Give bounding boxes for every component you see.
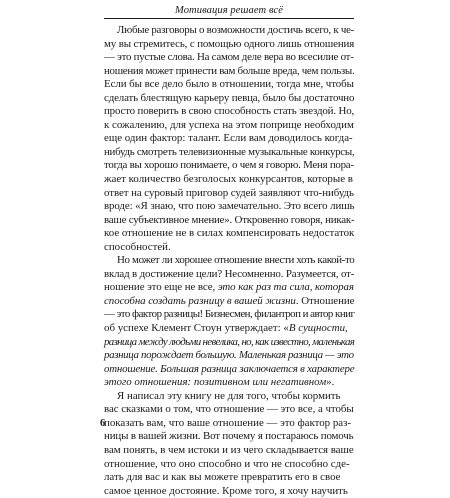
paragraph-1 bbox=[104, 24, 354, 254]
italic-text: разница порождает большую. Маленькая разница — это bbox=[104, 349, 354, 362]
running-title: Мотивация решает всё bbox=[175, 5, 283, 16]
text-line bbox=[104, 458, 354, 472]
text-run: Любые разговоры о возможности достичь всего, к че- bbox=[117, 24, 355, 36]
text-line bbox=[104, 65, 354, 79]
italic-text: отношение. Большая разница заключается в характере bbox=[104, 362, 355, 375]
text-line bbox=[104, 78, 354, 92]
text-run: вас сказками о том, что отношение — это все, а чтобы bbox=[104, 403, 354, 416]
text-run: ». bbox=[326, 376, 335, 389]
text-line bbox=[104, 471, 354, 485]
text-line bbox=[104, 51, 354, 65]
running-header bbox=[104, 5, 354, 19]
text-line bbox=[104, 24, 354, 38]
text-line bbox=[104, 403, 354, 417]
text-run: вроде: «Я знаю, что пою замечательно. Это всего лишь bbox=[104, 200, 355, 213]
text-line bbox=[104, 254, 354, 268]
text-run: ношения может принести вам больше вреда, чем пользы. bbox=[104, 64, 355, 77]
header-rule bbox=[104, 18, 354, 19]
text-line bbox=[104, 295, 354, 309]
text-run: нибудь смотреть телевизионные музыкальные конкурсы, bbox=[104, 145, 355, 158]
text-run: способностей. bbox=[104, 240, 171, 253]
text-run: отношение, что оно способно и что не способно сде- bbox=[104, 457, 350, 470]
text-run: ответ на суровый приговор судей заявляют что-нибудь bbox=[104, 186, 354, 199]
text-run: ношение это еще не все, bbox=[104, 281, 218, 294]
text-line bbox=[104, 376, 354, 390]
italic-text: В сущности, bbox=[288, 322, 348, 335]
text-line bbox=[104, 444, 354, 458]
text-run: самое ценное достояние. Кроме того, я хочу научить bbox=[104, 484, 348, 497]
text-line bbox=[104, 390, 354, 404]
text-run: жает количество безголосых конкурсантов, которые в bbox=[104, 173, 353, 186]
text-run: — это фактор разницы! Бизнесмен, филантроп и автор книг bbox=[104, 308, 355, 321]
text-run: вклад в достижение цели? Несомненно. Разумеется, от- bbox=[104, 267, 355, 280]
text-line bbox=[104, 349, 354, 363]
text-line bbox=[104, 363, 354, 377]
text-run: лать для вас и как вы можете превратить его в свое bbox=[104, 471, 341, 484]
text-run: просто поверить в свою способность стать звездой. Но, bbox=[104, 105, 355, 118]
text-line bbox=[104, 200, 354, 214]
text-run: Если бы все дело было в отношении, тогда мне, чтобы bbox=[104, 78, 354, 91]
italic-text: способна создать разницу в вашей жизни bbox=[104, 294, 296, 307]
text-line bbox=[104, 146, 354, 160]
italic-text: разница между людьми невелика, но, как известно, маленькая bbox=[104, 335, 355, 348]
page-number: 6 bbox=[100, 418, 106, 429]
text-run: кое отношение не в силах компенсировать недостаток bbox=[104, 227, 355, 240]
text-line bbox=[104, 417, 354, 431]
italic-text: этого отношения: позитивном или негативном bbox=[104, 376, 327, 389]
text-run: . Отношение bbox=[295, 294, 355, 307]
text-run: Я написал эту книгу не для того, чтобы кормить bbox=[117, 389, 341, 402]
text-line bbox=[104, 241, 354, 255]
text-line bbox=[104, 322, 354, 336]
text-run: ницы в вашей жизни. Вот почему я постараюсь помочь bbox=[104, 430, 354, 443]
paragraph-3 bbox=[104, 390, 354, 498]
text-run: вам понять, в чем истоки и из чего складывается ваше bbox=[104, 443, 354, 456]
text-run: — это пустые слова. На самом деле вера во всесилие от- bbox=[104, 51, 354, 64]
text-line bbox=[104, 187, 354, 201]
text-line bbox=[104, 281, 354, 295]
text-run: тогда вы хорошо понимаете, о чем я говорю. Меня пора- bbox=[104, 159, 354, 172]
paragraph-2 bbox=[104, 254, 354, 389]
text-run: еще один фактор: талант. Если вам доводилось когда- bbox=[104, 132, 353, 145]
text-run: му вы стремитесь, с помощью одного лишь отношения bbox=[104, 37, 355, 50]
text-line bbox=[104, 268, 354, 282]
text-line bbox=[104, 227, 354, 241]
text-line bbox=[104, 308, 354, 322]
text-run: показать вам, что ваше отношение — это фактор раз- bbox=[104, 416, 352, 429]
text-line bbox=[104, 336, 354, 350]
text-run: сделать блестящую карьеру певца, было бы достаточно bbox=[104, 91, 355, 104]
text-line bbox=[104, 214, 354, 228]
text-run: Но может ли хорошее отношение внести хоть какой-то bbox=[117, 254, 355, 267]
text-line bbox=[104, 92, 354, 106]
text-line bbox=[104, 38, 354, 52]
text-line bbox=[104, 132, 354, 146]
text-run: об успехе Клемент Стоун утверждает: « bbox=[104, 322, 289, 335]
italic-text: это как раз та сила, которая bbox=[217, 281, 354, 294]
text-line bbox=[104, 119, 354, 133]
text-run: ваше субъективное мнение». Откровенно говоря, никак- bbox=[104, 213, 355, 226]
body-text bbox=[104, 24, 354, 498]
text-run: к сожалению, для успеха на этом поприще необходим bbox=[104, 118, 354, 131]
text-line bbox=[104, 430, 354, 444]
text-line bbox=[104, 105, 354, 119]
text-line bbox=[104, 159, 354, 173]
text-line bbox=[104, 485, 354, 498]
text-line bbox=[104, 173, 354, 187]
